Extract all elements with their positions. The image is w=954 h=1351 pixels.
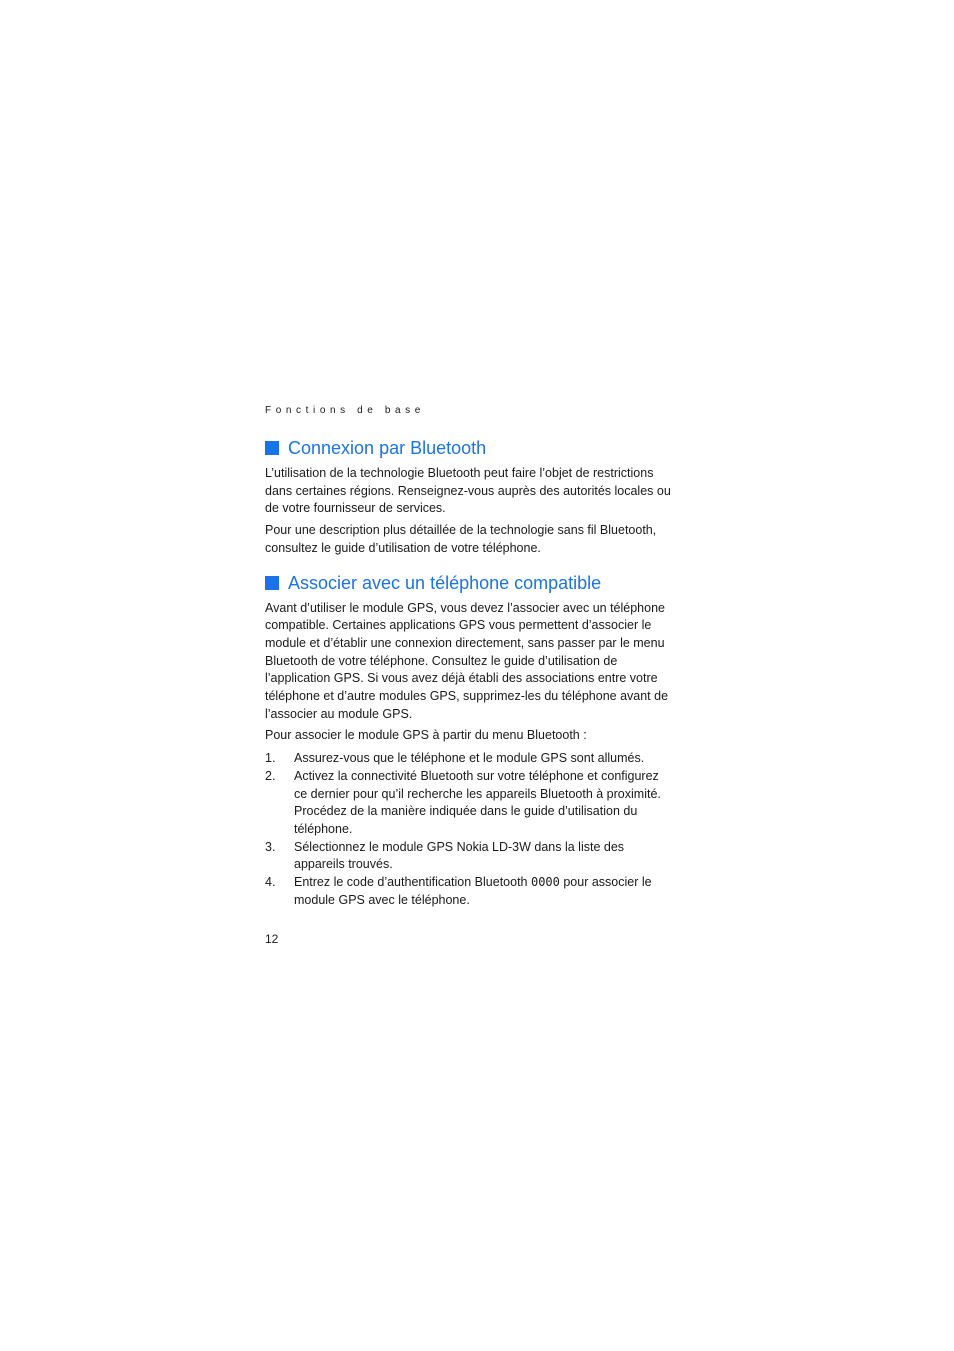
step-text: Assurez-vous que le téléphone et le module GPS sont allumés. (294, 751, 645, 766)
list-item (265, 839, 675, 874)
step-number: 3. (265, 839, 276, 854)
section-heading-bluetooth (265, 437, 675, 459)
step-text-before: Entrez le code d’authentification Bluetooth (294, 875, 531, 890)
section-heading-pairing (265, 572, 675, 594)
list-item (265, 750, 675, 768)
section-title: Connexion par Bluetooth (288, 438, 487, 458)
manual-page (265, 404, 675, 947)
authentication-code: 0000 (530, 875, 560, 890)
step-text-after: pour associer le module GPS avec le téléphone. (294, 875, 652, 907)
step-text: Sélectionnez le module GPS Nokia LD-3W dans la liste des appareils trouvés. (294, 839, 625, 872)
paragraph: Avant d’utiliser le module GPS, vous devez l’associer avec un téléphone compatible. Certaines applications GPS vous permettent d’associer le module et d’établir une connexion directement, sans passer par le menu Bluetooth de votre téléphone. Consultez le guide d’utilisation de l’application GPS. Si vous avez déjà établi des associations entre votre téléphone et d’autre modules GPS, supprimez-les du téléphone avant de l’associer au module GPS. (265, 600, 669, 721)
step-number: 1. (265, 751, 276, 766)
step-number: 2. (265, 768, 276, 783)
list-item (265, 768, 675, 839)
list-item (265, 874, 675, 909)
paragraph: Pour une description plus détaillée de la technologie sans fil Bluetooth, consultez le guide d’utilisation de votre téléphone. (265, 523, 657, 555)
paragraph: L’utilisation de la technologie Bluetooth peut faire l’objet de restrictions dans certaines régions. Renseignez-vous auprès des autorités locales ou de votre fournisseur de services. (265, 466, 671, 516)
running-header: Fonctions de base (265, 405, 425, 416)
pairing-steps-list (265, 750, 675, 909)
section-title: Associer avec un téléphone compatible (288, 572, 602, 593)
heading-square-icon (265, 576, 279, 590)
step-text: Activez la connectivité Bluetooth sur votre téléphone et configurez ce dernier pour qu’il recherche les appareils Bluetooth à proximité. Procédez de la manière indiquée dans le guide d’utilisation du téléphone. (294, 768, 661, 836)
step-number: 4. (265, 875, 276, 890)
page-number: 12 (265, 932, 279, 947)
heading-square-icon (265, 441, 279, 455)
step-text (294, 874, 675, 909)
paragraph: Pour associer le module GPS à partir du menu Bluetooth : (265, 728, 587, 743)
